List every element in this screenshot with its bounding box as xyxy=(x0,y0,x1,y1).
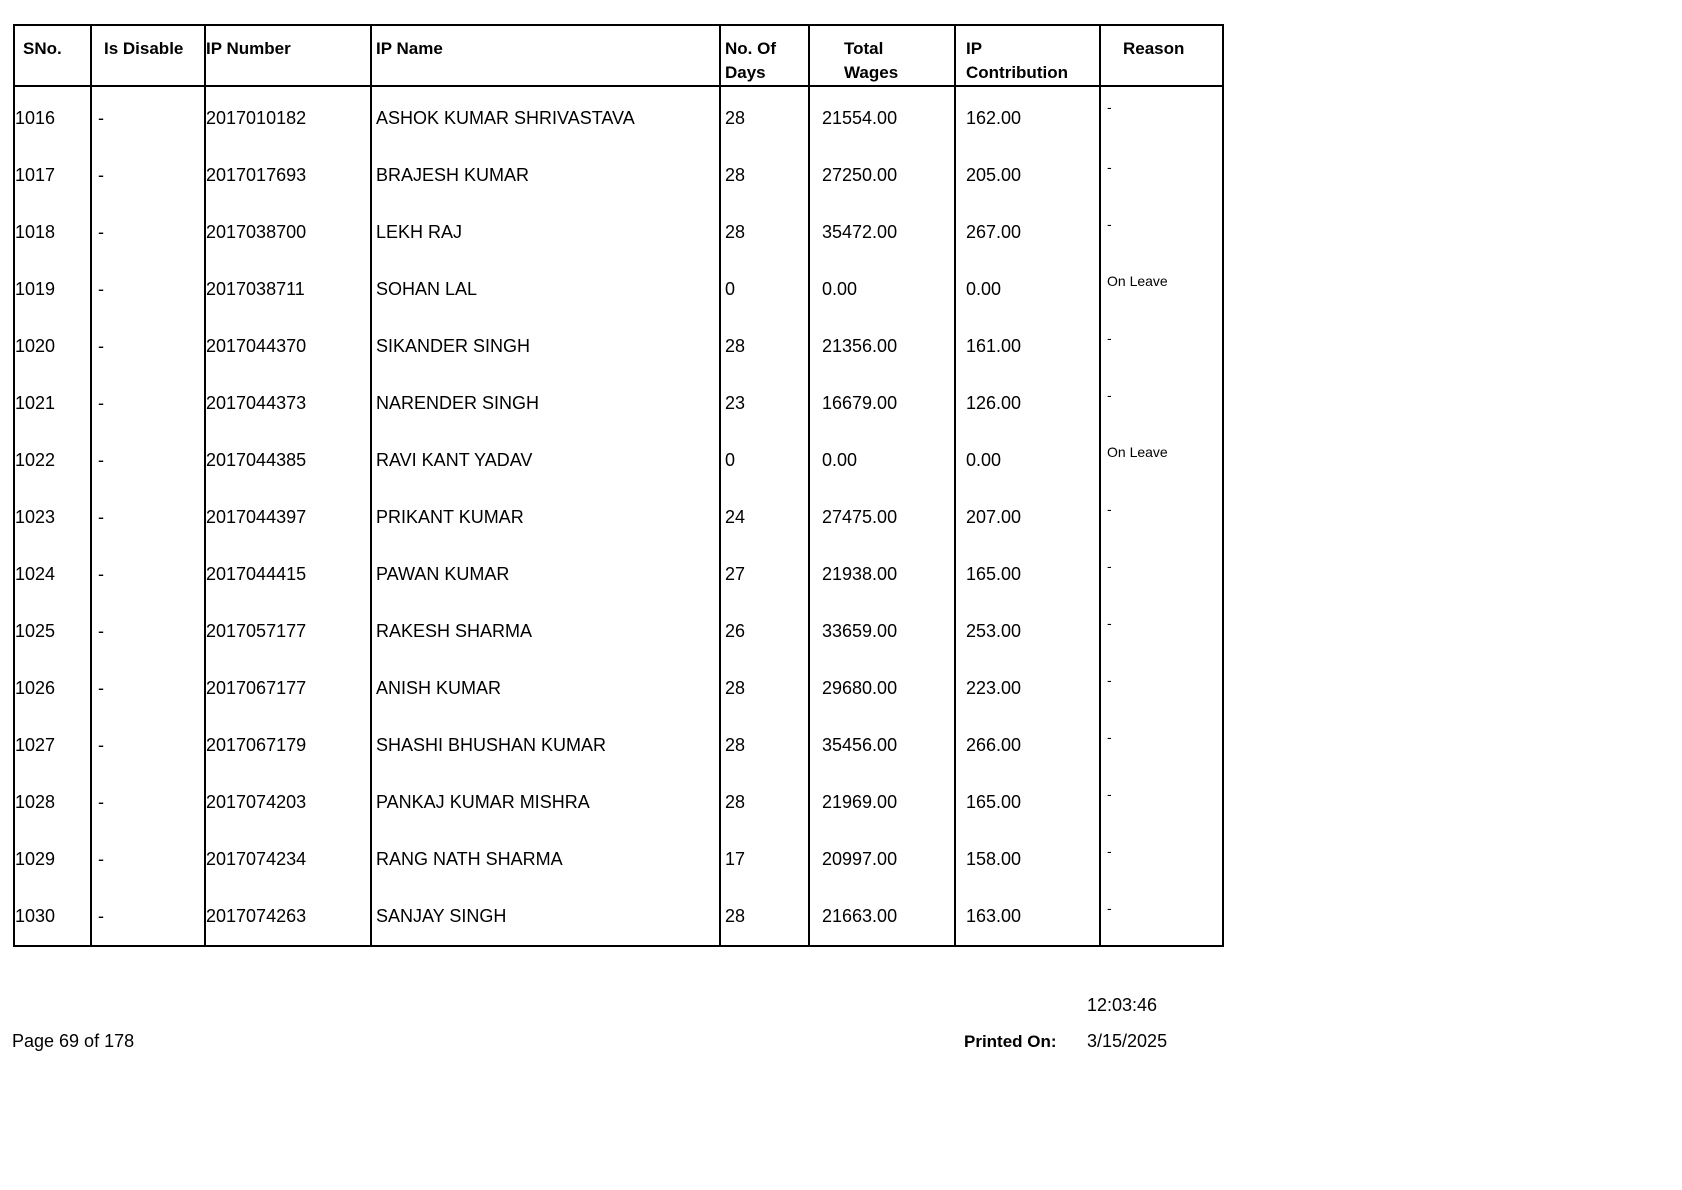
cell-ip-name: PANKAJ KUMAR MISHRA xyxy=(371,774,720,831)
cell-sno: 1019 xyxy=(14,261,91,318)
cell-ip-name: LEKH RAJ xyxy=(371,204,720,261)
cell-ip-number: 2017067179 xyxy=(205,717,371,774)
cell-sno: 1020 xyxy=(14,318,91,375)
cell-ip-contribution: 163.00 xyxy=(955,888,1100,946)
cell-days: 28 xyxy=(720,318,809,375)
table-body xyxy=(14,86,1223,946)
cell-ip-number: 2017044373 xyxy=(205,375,371,432)
cell-reason: - xyxy=(1100,318,1223,375)
cell-sno: 1026 xyxy=(14,660,91,717)
cell-total-wages: 21554.00 xyxy=(809,86,955,147)
cell-sno: 1030 xyxy=(14,888,91,946)
cell-ip-number: 2017044385 xyxy=(205,432,371,489)
cell-is-disable: - xyxy=(91,888,205,946)
cell-ip-contribution: 162.00 xyxy=(955,86,1100,147)
table-row xyxy=(14,261,1223,318)
cell-ip-name: SHASHI BHUSHAN KUMAR xyxy=(371,717,720,774)
header-reason-label: Reason xyxy=(1123,39,1185,58)
cell-sno: 1021 xyxy=(14,375,91,432)
cell-total-wages: 16679.00 xyxy=(809,375,955,432)
cell-reason: - xyxy=(1100,717,1223,774)
table-header xyxy=(14,25,1223,86)
cell-ip-name: NARENDER SINGH xyxy=(371,375,720,432)
header-ip-name xyxy=(371,25,720,86)
cell-ip-name: SOHAN LAL xyxy=(371,261,720,318)
cell-days: 28 xyxy=(720,147,809,204)
header-contribution-line2: Contribution xyxy=(966,63,1068,82)
header-wages-line2: Wages xyxy=(844,63,899,82)
cell-ip-name: ASHOK KUMAR SHRIVASTAVA xyxy=(371,86,720,147)
table-row xyxy=(14,774,1223,831)
table-row xyxy=(14,86,1223,147)
table-row xyxy=(14,660,1223,717)
cell-sno: 1022 xyxy=(14,432,91,489)
cell-is-disable: - xyxy=(91,774,205,831)
header-days xyxy=(720,25,809,86)
cell-ip-number: 2017038711 xyxy=(205,261,371,318)
cell-is-disable: - xyxy=(91,318,205,375)
cell-reason: - xyxy=(1100,831,1223,888)
cell-ip-number: 2017044397 xyxy=(205,489,371,546)
table-row xyxy=(14,603,1223,660)
cell-ip-name: RANG NATH SHARMA xyxy=(371,831,720,888)
cell-total-wages: 21938.00 xyxy=(809,546,955,603)
cell-is-disable: - xyxy=(91,86,205,147)
cell-reason: - xyxy=(1100,660,1223,717)
cell-days: 28 xyxy=(720,888,809,946)
cell-total-wages: 27250.00 xyxy=(809,147,955,204)
cell-is-disable: - xyxy=(91,660,205,717)
cell-days: 0 xyxy=(720,261,809,318)
cell-ip-number: 2017067177 xyxy=(205,660,371,717)
header-ip-contribution xyxy=(955,25,1100,86)
cell-ip-contribution: 161.00 xyxy=(955,318,1100,375)
cell-sno: 1017 xyxy=(14,147,91,204)
cell-ip-number: 2017044370 xyxy=(205,318,371,375)
table-row xyxy=(14,717,1223,774)
cell-is-disable: - xyxy=(91,375,205,432)
cell-ip-contribution: 205.00 xyxy=(955,147,1100,204)
cell-ip-name: RAVI KANT YADAV xyxy=(371,432,720,489)
cell-ip-name: SANJAY SINGH xyxy=(371,888,720,946)
cell-total-wages: 35472.00 xyxy=(809,204,955,261)
cell-ip-contribution: 0.00 xyxy=(955,432,1100,489)
cell-ip-number: 2017038700 xyxy=(205,204,371,261)
header-total-wages xyxy=(809,25,955,86)
cell-total-wages: 29680.00 xyxy=(809,660,955,717)
cell-reason: - xyxy=(1100,204,1223,261)
cell-ip-name: PRIKANT KUMAR xyxy=(371,489,720,546)
cell-reason: - xyxy=(1100,489,1223,546)
cell-is-disable: - xyxy=(91,546,205,603)
cell-is-disable: - xyxy=(91,831,205,888)
table-row xyxy=(14,831,1223,888)
header-is-disable xyxy=(91,25,205,86)
cell-days: 26 xyxy=(720,603,809,660)
cell-ip-contribution: 223.00 xyxy=(955,660,1100,717)
cell-days: 17 xyxy=(720,831,809,888)
table-row xyxy=(14,375,1223,432)
printed-time: 12:03:46 xyxy=(1087,995,1158,1015)
cell-is-disable: - xyxy=(91,261,205,318)
cell-reason: - xyxy=(1100,86,1223,147)
header-is-disable-label: Is Disable xyxy=(104,39,184,58)
cell-is-disable: - xyxy=(91,489,205,546)
printed-on-label: Printed On: xyxy=(964,1032,1057,1051)
cell-is-disable: - xyxy=(91,147,205,204)
cell-ip-number: 2017017693 xyxy=(205,147,371,204)
cell-ip-contribution: 0.00 xyxy=(955,261,1100,318)
header-sno-label: SNo. xyxy=(23,39,62,58)
page-number: Page 69 of 178 xyxy=(12,1031,135,1051)
cell-reason: - xyxy=(1100,546,1223,603)
cell-total-wages: 21969.00 xyxy=(809,774,955,831)
cell-ip-contribution: 165.00 xyxy=(955,546,1100,603)
table-row xyxy=(14,204,1223,261)
header-sno xyxy=(14,25,91,86)
cell-sno: 1027 xyxy=(14,717,91,774)
cell-ip-contribution: 126.00 xyxy=(955,375,1100,432)
cell-ip-number: 2017074234 xyxy=(205,831,371,888)
cell-days: 28 xyxy=(720,774,809,831)
cell-ip-contribution: 267.00 xyxy=(955,204,1100,261)
cell-days: 28 xyxy=(720,717,809,774)
table-row xyxy=(14,432,1223,489)
table-row xyxy=(14,546,1223,603)
header-reason xyxy=(1100,25,1223,86)
cell-sno: 1025 xyxy=(14,603,91,660)
cell-reason: On Leave xyxy=(1100,261,1223,318)
header-contribution-label xyxy=(956,26,1099,85)
table-row xyxy=(14,147,1223,204)
cell-total-wages: 33659.00 xyxy=(809,603,955,660)
cell-days: 28 xyxy=(720,660,809,717)
cell-total-wages: 21356.00 xyxy=(809,318,955,375)
header-wages-line1: Total xyxy=(844,39,884,58)
header-row xyxy=(14,25,1223,86)
cell-sno: 1028 xyxy=(14,774,91,831)
header-ip-number xyxy=(205,25,371,86)
cell-ip-contribution: 253.00 xyxy=(955,603,1100,660)
contribution-table xyxy=(13,24,1224,947)
header-days-line1: No. Of xyxy=(725,39,776,58)
cell-total-wages: 27475.00 xyxy=(809,489,955,546)
header-wages-label xyxy=(810,26,954,85)
cell-total-wages: 0.00 xyxy=(809,432,955,489)
cell-is-disable: - xyxy=(91,717,205,774)
table-row xyxy=(14,318,1223,375)
cell-ip-number: 2017074203 xyxy=(205,774,371,831)
cell-reason: - xyxy=(1100,603,1223,660)
cell-reason: - xyxy=(1100,375,1223,432)
cell-total-wages: 35456.00 xyxy=(809,717,955,774)
cell-days: 24 xyxy=(720,489,809,546)
cell-ip-contribution: 207.00 xyxy=(955,489,1100,546)
cell-ip-number: 2017010182 xyxy=(205,86,371,147)
cell-ip-contribution: 165.00 xyxy=(955,774,1100,831)
cell-days: 28 xyxy=(720,86,809,147)
cell-sno: 1018 xyxy=(14,204,91,261)
table-row xyxy=(14,489,1223,546)
printed-date: 3/15/2025 xyxy=(1087,1031,1168,1051)
cell-sno: 1016 xyxy=(14,86,91,147)
cell-ip-number: 2017057177 xyxy=(205,603,371,660)
cell-is-disable: - xyxy=(91,603,205,660)
cell-reason: - xyxy=(1100,774,1223,831)
cell-ip-contribution: 158.00 xyxy=(955,831,1100,888)
table-row xyxy=(14,888,1223,946)
cell-days: 0 xyxy=(720,432,809,489)
cell-sno: 1029 xyxy=(14,831,91,888)
cell-sno: 1023 xyxy=(14,489,91,546)
cell-sno: 1024 xyxy=(14,546,91,603)
header-ip-name-label: IP Name xyxy=(376,39,443,58)
cell-days: 28 xyxy=(720,204,809,261)
header-ip-number-label: IP Number xyxy=(206,39,291,58)
cell-days: 27 xyxy=(720,546,809,603)
cell-ip-name: RAKESH SHARMA xyxy=(371,603,720,660)
cell-total-wages: 20997.00 xyxy=(809,831,955,888)
cell-ip-number: 2017074263 xyxy=(205,888,371,946)
cell-reason: - xyxy=(1100,147,1223,204)
cell-reason: On Leave xyxy=(1100,432,1223,489)
cell-is-disable: - xyxy=(91,432,205,489)
cell-total-wages: 0.00 xyxy=(809,261,955,318)
cell-reason: - xyxy=(1100,888,1223,946)
cell-days: 23 xyxy=(720,375,809,432)
header-days-label xyxy=(721,26,808,85)
cell-is-disable: - xyxy=(91,204,205,261)
header-contribution-line1: IP xyxy=(966,39,983,58)
cell-total-wages: 21663.00 xyxy=(809,888,955,946)
cell-ip-number: 2017044415 xyxy=(205,546,371,603)
cell-ip-name: PAWAN KUMAR xyxy=(371,546,720,603)
cell-ip-contribution: 266.00 xyxy=(955,717,1100,774)
cell-ip-name: BRAJESH KUMAR xyxy=(371,147,720,204)
cell-ip-name: SIKANDER SINGH xyxy=(371,318,720,375)
header-days-line2: Days xyxy=(725,63,766,82)
cell-ip-name: ANISH KUMAR xyxy=(371,660,720,717)
